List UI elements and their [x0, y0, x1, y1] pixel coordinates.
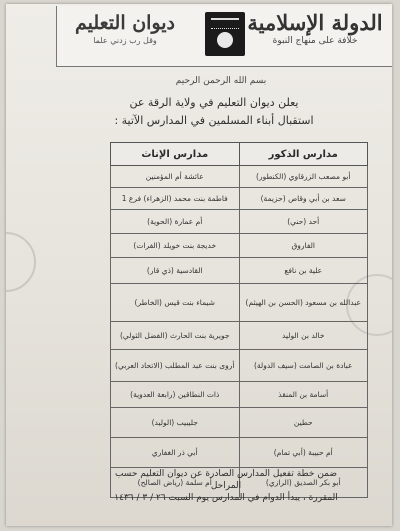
- announcement-line-2: استقبال أبناء المسلمين في المدارس الآتية :: [114, 114, 314, 127]
- state-brand: [245, 10, 385, 46]
- girls-school-cell: أم سلمة (رياض الصالح): [111, 468, 240, 498]
- schools-table: [110, 142, 368, 498]
- girls-school-cell: فاطمة بنت محمد (الزهراء) فرع 1: [111, 188, 240, 210]
- girls-school-cell: ذات النطاقين (رابعة العدوية): [111, 382, 240, 408]
- boys-school-cell: عبدالله بن مسعود (الحسن بن الهيثم): [239, 284, 368, 322]
- boys-school-cell: الفاروق: [239, 234, 368, 258]
- table-row: [111, 350, 368, 382]
- bismillah-heading: بسم الله الرحمن الرحيم: [175, 76, 267, 86]
- schedule-note: [106, 468, 346, 504]
- girls-school-cell: خديجة بنت خويلد (الفرات): [111, 234, 240, 258]
- table-row: [111, 322, 368, 350]
- state-title: الدولة الإسلامية: [247, 10, 383, 35]
- ministry-title: ديوان التعليم: [74, 12, 176, 34]
- table-row: [111, 210, 368, 234]
- girls-school-cell: جويرية بنت الحارث (الفضل الثولي): [111, 322, 240, 350]
- table-row: [111, 438, 368, 468]
- ministry-brand: [65, 12, 185, 45]
- ministry-motto: وقل رب زدني علما: [93, 36, 157, 45]
- boys-schools-header: مدارس الذكور: [239, 143, 368, 166]
- letterhead: [56, 6, 392, 67]
- boys-school-cell: أبو بكر الصديق (الرازي): [239, 468, 368, 498]
- girls-school-cell: أروى بنت عبد المطلب (الاتحاد العربي): [111, 350, 240, 382]
- table-row: [111, 234, 368, 258]
- boys-school-cell: عبادة بن الصامت (سيف الدولة): [239, 350, 368, 382]
- table-row: [111, 258, 368, 284]
- boys-school-cell: علية بن نافع: [239, 258, 368, 284]
- boys-school-cell: سعد بن أبي وقاص (حزيمة): [239, 188, 368, 210]
- flag-emblem-icon: [205, 12, 245, 56]
- girls-school-cell: شيماء بنت قيس (الخاطر): [111, 284, 240, 322]
- boys-school-cell: أسامة بن المنقذ: [239, 382, 368, 408]
- boys-school-cell: أبو مصعب الزرقاوي (الكنطور): [239, 166, 368, 188]
- table-row: [111, 284, 368, 322]
- boys-school-cell: حطين: [239, 408, 368, 438]
- schedule-line-2: المقررة ، يبدأ الدوام في المدارس يوم السبت ٢٦ / ٣ / ١٤٣٦: [114, 493, 338, 503]
- girls-school-cell: أبي ذر الغفاري: [111, 438, 240, 468]
- girls-school-cell: جليبيب (الوليد): [111, 408, 240, 438]
- boys-school-cell: أم حبيبة (أبي تمام): [239, 438, 368, 468]
- girls-schools-header: مدارس الإناث: [111, 143, 240, 166]
- table-row: [111, 382, 368, 408]
- announcement-line-1: يعلن ديوان التعليم في ولاية الرقة عن: [129, 96, 299, 109]
- stamp-watermark-icon: [6, 232, 36, 292]
- table-row: [111, 188, 368, 210]
- state-motto: خلافة على منهاج النبوة: [272, 36, 358, 46]
- boys-school-cell: أحد (حني): [239, 210, 368, 234]
- girls-school-cell: عائشة أم المؤمنين: [111, 166, 240, 188]
- announcement-text: [104, 94, 324, 130]
- table-row: [111, 408, 368, 438]
- table-header-row: [111, 143, 368, 166]
- girls-school-cell: القادسية (ذي قار): [111, 258, 240, 284]
- table-row: [111, 166, 368, 188]
- document-page: [6, 4, 392, 526]
- boys-school-cell: خالد بن الوليد: [239, 322, 368, 350]
- schedule-line-1: ضمن خطة تفعيل المدارس الصادرة عن ديوان التعليم حسب المراحل: [114, 469, 338, 491]
- girls-school-cell: أم عمارة (الحوية): [111, 210, 240, 234]
